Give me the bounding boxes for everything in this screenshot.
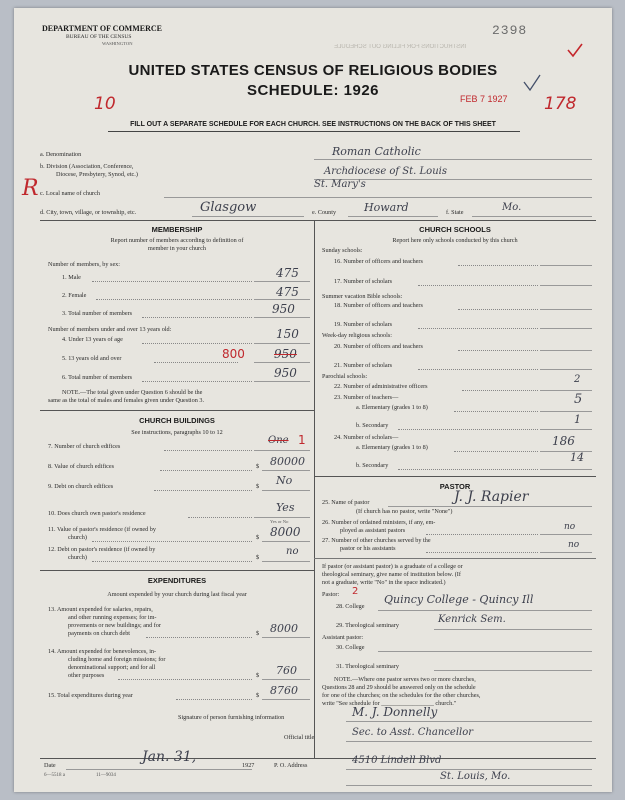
q18-line xyxy=(540,309,592,310)
bureau-city: WASHINGTON xyxy=(102,41,133,46)
q16-line xyxy=(540,265,592,266)
q23b-leader xyxy=(398,429,538,430)
q8-line xyxy=(262,470,310,471)
q3-total-label: 3. Total number of members xyxy=(62,310,133,317)
parochial-heading: Parochial schools: xyxy=(322,373,368,380)
q1-leader xyxy=(92,281,252,282)
blue-check-mark xyxy=(522,74,544,96)
census-form-page xyxy=(14,8,612,792)
q11-value[interactable]: 8000 xyxy=(270,525,301,539)
q12-dollar: $ xyxy=(256,554,260,561)
q7-line xyxy=(254,450,310,451)
signature-value[interactable]: M. J. Donnelly xyxy=(352,705,438,719)
serial-number: 2398 xyxy=(492,23,528,38)
summer-heading: Summer vacation Bible schools: xyxy=(322,293,403,300)
date-year: 1927 xyxy=(242,762,255,769)
age-heading: Number of members under and over 13 years old: xyxy=(48,326,172,333)
graduate-instruction-3: not a graduate, write "No" in the space indicated.) xyxy=(322,579,446,586)
date-value[interactable]: Jan. 31, xyxy=(142,749,197,765)
q15-line xyxy=(262,699,310,700)
q24b-value[interactable]: 14 xyxy=(570,451,584,464)
q26-label-1: 26. Number of ordained ministers, if any, em- xyxy=(322,519,436,526)
po-address-line xyxy=(346,769,592,770)
official-title-value[interactable]: Sec. to Asst. Chancellor xyxy=(352,727,474,738)
schools-title: CHURCH SCHOOLS xyxy=(419,225,491,234)
q14-line xyxy=(262,679,310,680)
q18-leader xyxy=(458,309,538,310)
q28-line xyxy=(378,610,592,611)
q4-leader xyxy=(142,343,252,344)
bleed-through-text: INSTRUCTIONS FOR FILLING OUT SCHEDULE xyxy=(334,44,467,50)
q5-line xyxy=(254,362,310,363)
q27-line xyxy=(540,552,592,553)
q25-line xyxy=(388,506,592,507)
q24b-label: b. Secondary xyxy=(356,462,389,469)
q6-total-value[interactable]: 950 xyxy=(274,366,297,380)
q2-female-label: 2. Female xyxy=(62,292,87,299)
q5-struck-value: 950 xyxy=(274,347,297,361)
q14-label-1: 14. Amount expended for benevolences, in- xyxy=(48,648,157,655)
pastor-note-4: write "See schedule for _________________ church." xyxy=(322,700,457,707)
q30-label: 30. College xyxy=(336,644,365,651)
q11-dollar: $ xyxy=(256,534,260,541)
q27-label-1: 27. Number of other churches served by the xyxy=(322,537,431,544)
signature-line xyxy=(346,721,592,722)
q1-male-value[interactable]: 475 xyxy=(276,266,299,280)
q7-label: 7. Number of church edifices xyxy=(48,443,121,450)
q11-label-2: church) xyxy=(68,534,87,541)
q29-line xyxy=(434,629,592,630)
q17-leader xyxy=(418,285,538,286)
hand-mark-R: R xyxy=(22,176,39,201)
print-code: 11—9034 xyxy=(96,773,116,778)
q30-line xyxy=(378,651,592,652)
pastor-top-rule xyxy=(314,476,596,477)
q25-value[interactable]: J. J. Rapier xyxy=(454,489,529,505)
q13-leader xyxy=(146,637,252,638)
q26-line xyxy=(540,534,592,535)
expenditures-title: EXPENDITURES xyxy=(147,576,207,585)
q25-hint: (If church has no pastor, write "None") xyxy=(356,508,453,515)
q15-label: 15. Total expenditures during year xyxy=(48,692,133,699)
church-name-value[interactable]: St. Mary's xyxy=(314,179,366,190)
grid-top-rule xyxy=(40,220,596,221)
division-label: b. Division (Association, Conference, xyxy=(40,163,134,170)
q20-leader xyxy=(458,350,538,351)
q7-value[interactable]: 1 xyxy=(298,433,306,447)
q6-total-label: 6. Total number of members xyxy=(62,374,133,381)
denomination-line xyxy=(314,159,592,160)
pastor-subheading: Pastor: xyxy=(322,591,340,598)
q24a-label: a. Elementary (grades 1 to 8) xyxy=(356,444,428,451)
graduate-instruction-2: theological seminary, give name of institution below. (If xyxy=(322,571,461,578)
q24a-leader xyxy=(454,451,538,452)
grid-bottom-rule xyxy=(40,758,596,759)
schedule-title: SCHEDULE: 1926 xyxy=(246,82,380,99)
q15-leader xyxy=(176,699,252,700)
q22-value[interactable]: 2 xyxy=(574,374,581,385)
denomination-label: a. Denomination xyxy=(40,151,82,158)
q11-label: 11. Value of pastor's residence (if owned by xyxy=(48,526,156,533)
q12-line xyxy=(262,561,310,562)
official-title-label: Official title xyxy=(284,734,315,741)
q4-under13-value[interactable]: 150 xyxy=(276,327,299,341)
graduate-instruction-1: If pastor (or assistant pastor) is a graduate of a college or xyxy=(322,563,463,570)
q8-value[interactable]: 80000 xyxy=(270,455,305,468)
q15-value[interactable]: 8760 xyxy=(270,684,298,697)
q8-label: 8. Value of church edifices xyxy=(48,463,115,470)
q26-leader xyxy=(426,534,538,535)
city-value[interactable]: Glasgow xyxy=(200,200,257,215)
q7-struck-value: One xyxy=(268,435,289,446)
q22-leader xyxy=(462,390,538,391)
q5-over13-label: 5. 13 years old and over xyxy=(62,355,122,362)
sunday-heading: Sunday schools: xyxy=(322,247,363,254)
q17-line xyxy=(540,285,592,286)
q9-leader xyxy=(154,490,252,491)
q23-label: 23. Number of teachers— xyxy=(334,394,399,401)
q16-label: 16. Number of officers and teachers xyxy=(334,258,423,265)
division-value[interactable]: Archdiocese of St. Louis xyxy=(324,166,447,177)
pastor-red-mark: 2 xyxy=(352,586,359,597)
q13-label-4: payments on church debt xyxy=(68,630,131,637)
expenditures-top-rule xyxy=(40,570,314,571)
q27-label-2: pastor or his assistants xyxy=(340,545,396,552)
q28-label: 28. College xyxy=(336,603,365,610)
q23a-leader xyxy=(454,411,538,412)
q31-line xyxy=(434,670,592,671)
q15-dollar: $ xyxy=(256,692,260,699)
q3-leader xyxy=(142,317,252,318)
county-line xyxy=(348,216,438,217)
expenditures-intro: Amount expended by your church during last fiscal year xyxy=(107,591,247,598)
q27-value[interactable]: no xyxy=(568,540,580,550)
q25-label: 25. Name of pastor xyxy=(322,499,370,506)
instruction-line: FILL OUT A SEPARATE SCHEDULE FOR EACH CHURCH. SEE INSTRUCTIONS ON THE BACK OF THIS SHEET xyxy=(130,121,496,128)
q24b-line xyxy=(540,469,592,470)
q9-value[interactable]: No xyxy=(276,474,293,487)
q14-dollar: $ xyxy=(256,672,260,679)
po-address-value-2[interactable]: St. Louis, Mo. xyxy=(440,771,511,782)
pastor-note-3: for one of the churches; on the schedules for the other churches, xyxy=(322,692,481,699)
membership-intro-1: Report number of members according to definition of xyxy=(110,237,244,244)
q23b-value[interactable]: 1 xyxy=(574,413,581,426)
church-name-label: c. Local name of church xyxy=(40,190,100,197)
state-line xyxy=(472,216,592,217)
q1-line xyxy=(254,281,310,282)
q20-label: 20. Number of officers and teachers xyxy=(334,343,423,350)
date-label: Date xyxy=(44,762,56,769)
q5-leader xyxy=(154,362,238,363)
buildings-intro: See instructions, paragraphs 10 to 12 xyxy=(131,429,223,436)
q4-under13-label: 4. Under 13 years of age xyxy=(62,336,123,343)
denomination-value[interactable]: Roman Catholic xyxy=(332,145,421,158)
q28-value[interactable]: Quincy College - Quincy Ill xyxy=(384,593,534,606)
state-value[interactable]: Mo. xyxy=(502,202,522,213)
q14-label-3: denominational support; and for all xyxy=(68,664,156,671)
pastor-note-2: Questions 28 and 29 should be answered only on the schedule xyxy=(322,684,476,691)
q16-leader xyxy=(458,265,538,266)
q6-line xyxy=(254,381,310,382)
q20-line xyxy=(540,350,592,351)
q23a-value[interactable]: 5 xyxy=(574,392,583,407)
membership-intro-2: member in your church xyxy=(148,245,206,252)
membership-title: MEMBERSHIP xyxy=(151,225,203,234)
q26-value[interactable]: no xyxy=(564,522,576,532)
q21-leader xyxy=(418,369,538,370)
q10-hint: Yes or No xyxy=(270,519,289,524)
state-label: f. State xyxy=(446,209,464,216)
q13-dollar: $ xyxy=(256,630,260,637)
received-date-stamp: FEB 7 1927 xyxy=(460,94,508,104)
q26-label-2: ployed as assistant pastors xyxy=(340,527,406,534)
city-line xyxy=(192,216,304,217)
q24-label: 24. Number of scholars— xyxy=(334,434,399,441)
hand-mark-178: 178 xyxy=(544,94,577,114)
q14-value[interactable]: 760 xyxy=(276,664,297,677)
dept-name: DEPARTMENT OF COMMERCE xyxy=(42,24,163,33)
q14-leader xyxy=(118,679,252,680)
members-by-sex-heading: Number of members, by sex: xyxy=(48,261,120,268)
form-number: 6—5518 a xyxy=(44,773,65,778)
q3-total-value[interactable]: 950 xyxy=(272,302,295,316)
q13-value[interactable]: 8000 xyxy=(270,622,298,635)
q8-leader xyxy=(160,470,252,471)
q5-over13-value[interactable]: 800 xyxy=(222,347,245,361)
q31-label: 31. Theological seminary xyxy=(336,663,399,670)
official-title-line xyxy=(346,741,592,742)
q24b-leader xyxy=(398,469,538,470)
q24a-line xyxy=(540,451,592,452)
hand-mark-10: 10 xyxy=(94,94,116,114)
q14-label-4: other purposes xyxy=(68,672,105,679)
q12-label-2: church) xyxy=(68,554,87,561)
buildings-top-rule xyxy=(40,410,314,411)
county-value[interactable]: Howard xyxy=(364,201,409,214)
q8-dollar: $ xyxy=(256,463,260,470)
membership-note-1: NOTE.—The total given under Question 6 should be the xyxy=(62,389,203,396)
q23b-line xyxy=(540,429,592,430)
pastor-mid-rule xyxy=(314,558,596,559)
q13-label-2: and other running expenses; for im- xyxy=(68,614,157,621)
q10-line xyxy=(254,517,310,518)
q23a-line xyxy=(540,411,592,412)
q23a-label: a. Elementary (grades 1 to 8) xyxy=(356,404,428,411)
form-title: UNITED STATES CENSUS OF RELIGIOUS BODIES xyxy=(128,62,498,79)
q1-male-label: 1. Male xyxy=(62,274,81,281)
q11-leader xyxy=(92,541,252,542)
church-name-line xyxy=(164,197,592,198)
q13-label-1: 13. Amount expended for salaries, repairs, xyxy=(48,606,153,613)
q3-line xyxy=(254,317,310,318)
q2-line xyxy=(254,299,310,300)
q2-leader xyxy=(96,299,252,300)
q4-line xyxy=(254,343,310,344)
q13-label-3: provements or new buildings; and for xyxy=(68,622,161,629)
q29-value[interactable]: Kenrick Sem. xyxy=(438,614,506,625)
q10-label: 10. Does church own pastor's residence xyxy=(48,510,146,517)
q12-value[interactable]: no xyxy=(286,546,299,557)
q21-line xyxy=(540,369,592,370)
q2-female-value[interactable]: 475 xyxy=(276,285,299,299)
q9-label: 9. Debt on church edifices xyxy=(48,483,114,490)
q6-leader xyxy=(142,381,252,382)
division-label-2: Diocese, Presbytery, Synod, etc.) xyxy=(56,171,138,178)
q14-label-2: cluding home and foreign missions; for xyxy=(68,656,166,663)
q19-leader xyxy=(418,328,538,329)
county-label: e. County xyxy=(312,209,337,216)
q10-value[interactable]: Yes xyxy=(276,501,295,514)
q18-label: 18. Number of officers and teachers xyxy=(334,302,423,309)
q7-leader xyxy=(164,450,252,451)
q29-label: 29. Theological seminary xyxy=(336,622,399,629)
date-line xyxy=(66,769,252,770)
po-address-value[interactable]: 4510 Lindell Blvd xyxy=(352,755,442,766)
q10-leader xyxy=(188,517,252,518)
q17-label: 17. Number of scholars xyxy=(334,278,393,285)
buildings-title: CHURCH BUILDINGS xyxy=(139,416,215,425)
membership-note-2: same as the total of males and females given under Question 3. xyxy=(48,397,205,404)
schools-intro: Report here only schools conducted by this church xyxy=(392,237,518,244)
bureau-name: BUREAU OF THE CENSUS xyxy=(66,34,132,40)
q9-dollar: $ xyxy=(256,483,260,490)
q12-label: 12. Debt on pastor's residence (if owned by xyxy=(48,546,156,553)
q19-label: 19. Number of scholars xyxy=(334,321,393,328)
q24a-value[interactable]: 186 xyxy=(552,434,575,448)
po-address-label: P. O. Address xyxy=(274,762,308,769)
red-check-mark xyxy=(566,42,586,62)
instruction-underline xyxy=(108,131,520,132)
po-address-line-2 xyxy=(346,785,592,786)
q21-label: 21. Number of scholars xyxy=(334,362,393,369)
q22-line xyxy=(540,390,592,391)
assistant-pastor-subheading: Assistant pastor: xyxy=(322,634,364,641)
q12-leader xyxy=(92,561,252,562)
q19-line xyxy=(540,328,592,329)
q11-line xyxy=(262,541,310,542)
q23b-label: b. Secondary xyxy=(356,422,389,429)
q9-line xyxy=(262,490,310,491)
pastor-title: PASTOR xyxy=(439,482,471,491)
q13-line xyxy=(262,637,310,638)
weekday-heading: Week-day religious schools: xyxy=(322,332,392,339)
q27-leader xyxy=(426,552,538,553)
city-label: d. City, town, village, or township, etc. xyxy=(40,209,137,216)
pastor-note-1: NOTE.—Where one pastor serves two or more churches, xyxy=(334,676,476,683)
q22-label: 22. Number of administrative officers xyxy=(334,383,428,390)
signature-label: Signature of person furnishing information xyxy=(178,714,285,721)
